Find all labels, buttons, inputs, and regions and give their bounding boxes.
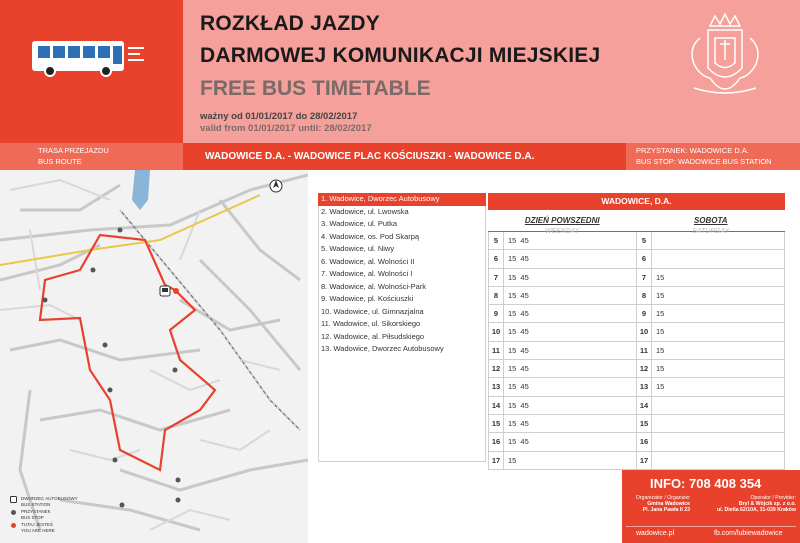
legend-you-are-here	[10, 522, 55, 533]
table-row	[637, 232, 784, 250]
route-map	[0, 170, 308, 543]
table-row	[637, 397, 784, 415]
route-name: WADOWICE D.A. - WADOWICE PLAC KOŚCIUSZKI - WADOWICE D.A.	[205, 151, 535, 162]
hour-cell: 7	[489, 269, 504, 286]
hour-cell: 6	[489, 250, 504, 267]
hour-cell: 6	[637, 250, 652, 267]
hour-cell: 15	[637, 415, 652, 432]
table-row	[637, 323, 784, 341]
hour-cell: 16	[489, 433, 504, 450]
saturday-header	[637, 210, 786, 235]
table-row	[637, 250, 784, 268]
info-phone: INFO: 708 408 354	[650, 476, 762, 491]
you-are-here-icon	[10, 522, 17, 529]
minutes-cell: 15 45	[508, 254, 529, 264]
table-row	[637, 452, 784, 470]
table-row	[489, 360, 636, 378]
hour-cell: 13	[489, 378, 504, 395]
hour-cell: 10	[637, 323, 652, 340]
table-row	[637, 287, 784, 305]
minutes-cell: 15	[656, 345, 665, 355]
organizer-label: Organizator / Organizer	[635, 495, 690, 501]
operator-name: Bryl & Wójcik sp. z o.o.	[738, 501, 796, 508]
weekday-label-pl: DZIEŃ POWSZEDNI	[524, 216, 600, 225]
minutes-cell: 15	[656, 309, 665, 319]
route-bar	[183, 143, 626, 170]
list-item: 8. Wadowice, al. Wolności-Park	[321, 281, 427, 291]
website-link[interactable]: wadowice.pl	[636, 530, 675, 537]
map-graphic	[0, 170, 308, 543]
minutes-cell	[652, 433, 656, 450]
table-row	[489, 433, 636, 451]
legend-label-pl: DWORZEC AUTOBUSOWY	[21, 496, 78, 501]
organizer-block	[626, 495, 690, 514]
stop-label-en: BUS STOP: WADOWICE BUS STATION	[636, 157, 772, 166]
divider	[626, 526, 796, 527]
list-item: 1. Wadowice, Dworzec Autobusowy	[318, 193, 486, 206]
validity-pl: ważny od 01/01/2017 do 28/02/2017	[200, 111, 358, 122]
minutes-cell: 15 45	[508, 309, 529, 319]
hour-cell: 7	[637, 269, 652, 286]
table-row	[489, 397, 636, 415]
operator-label: Operator / Provider:	[750, 495, 796, 501]
minutes-cell: 15	[656, 290, 665, 300]
legend-label-en: BUS STATION	[21, 501, 51, 507]
minutes-cell: 15 45	[508, 290, 529, 300]
organizer-address: Pl. Jana Pawła II 23	[642, 507, 690, 514]
hour-cell: 12	[637, 360, 652, 377]
title-line-1: ROZKŁAD JAZDY	[200, 12, 380, 35]
coat-of-arms-icon	[680, 8, 770, 108]
minutes-cell: 15 45	[508, 418, 529, 428]
minutes-cell: 15	[656, 327, 665, 337]
minutes-cell: 15 45	[508, 272, 529, 282]
minutes-cell: 15	[656, 382, 665, 392]
legend-label-pl: TUTAJ JESTEŚ	[21, 522, 53, 527]
stop-label-pl: PRZYSTANEK: WADOWICE D.A.	[636, 146, 749, 155]
hour-cell: 17	[489, 452, 504, 469]
stops-list	[318, 193, 486, 356]
hour-cell: 9	[489, 305, 504, 322]
minutes-cell: 15 45	[508, 345, 529, 355]
header-brand-panel	[0, 0, 183, 143]
hour-cell: 5	[489, 232, 504, 249]
table-row	[637, 305, 784, 323]
hour-cell: 8	[489, 287, 504, 304]
info-box	[622, 470, 800, 543]
table-row	[489, 269, 636, 287]
hour-cell: 11	[489, 342, 504, 359]
minutes-cell	[652, 452, 656, 469]
minutes-cell: 15	[656, 272, 665, 282]
table-row	[489, 287, 636, 305]
list-item: 5. Wadowice, ul. Niwy	[321, 244, 395, 253]
minutes-cell: 15 45	[508, 437, 529, 447]
operator-address: ul. Dietla 62/10A, 31-039 Kraków	[716, 507, 796, 514]
weekday-header	[488, 210, 637, 235]
hour-cell: 15	[489, 415, 504, 432]
hour-cell: 13	[637, 378, 652, 395]
table-row	[637, 269, 784, 287]
minutes-cell	[652, 250, 656, 267]
list-item: 11. Wadowice, ul. Sikorskiego	[321, 319, 421, 328]
stop-label-panel	[626, 143, 800, 170]
weekday-label-en: WEEKDAY	[545, 228, 580, 235]
hour-cell: 12	[489, 360, 504, 377]
legend-label-en: BUS STOP	[21, 514, 44, 520]
title-english: FREE BUS TIMETABLE	[200, 77, 431, 100]
table-row	[489, 250, 636, 268]
saturday-label-pl: SOBOTA	[693, 216, 728, 225]
route-label-pl: TRASA PRZEJAZDU	[38, 146, 109, 155]
organizer-name: Gmina Wadowice	[647, 501, 690, 508]
bus-icon	[28, 38, 148, 80]
saturday-column	[636, 232, 785, 470]
hour-cell: 11	[637, 342, 652, 359]
list-item: 12. Wadowice, al. Piłsudskiego	[321, 331, 425, 341]
hour-cell: 10	[489, 323, 504, 340]
hour-cell: 14	[637, 397, 652, 414]
table-row	[637, 360, 784, 378]
minutes-cell	[652, 415, 656, 432]
table-row	[637, 433, 784, 451]
timetable-stop-name: WADOWICE, D.A.	[488, 193, 785, 210]
bus-station-icon	[10, 496, 17, 503]
minutes-cell: 15	[508, 455, 517, 465]
minutes-cell	[652, 397, 656, 414]
table-row	[489, 342, 636, 360]
minutes-cell: 15	[656, 364, 665, 374]
table-row	[489, 378, 636, 396]
table-row	[637, 415, 784, 433]
minutes-cell: 15 45	[508, 400, 529, 410]
validity-en: valid from 01/01/2017 until: 28/02/2017	[200, 123, 372, 134]
facebook-link[interactable]: fb.com/lubiewadowice	[714, 530, 783, 537]
list-item: 13. Wadowice, Dworzec Autobusowy	[321, 344, 444, 353]
minutes-cell: 15 45	[508, 327, 529, 337]
legend-bus-stop	[10, 509, 51, 520]
route-label-en: BUS ROUTE	[38, 157, 82, 166]
title-line-2: DARMOWEJ KOMUNIKACJI MIEJSKIEJ	[200, 44, 601, 67]
list-item: 2. Wadowice, ul. Lwowska	[321, 206, 409, 216]
legend-label-en: YOU ARE HERE	[21, 527, 55, 533]
timetable	[488, 193, 785, 470]
list-item: 7. Wadowice, al. Wolności I	[321, 269, 413, 278]
table-row	[637, 342, 784, 360]
list-item: 6. Wadowice, al. Wolności II	[321, 256, 415, 266]
hour-cell: 14	[489, 397, 504, 414]
hour-cell: 8	[637, 287, 652, 304]
hour-cell: 16	[637, 433, 652, 450]
list-item: 4. Wadowice, os. Pod Skarpą	[321, 231, 420, 241]
hour-cell: 17	[637, 452, 652, 469]
list-item: 9. Wadowice, pl. Kościuszki	[321, 294, 414, 303]
legend-bus-station	[10, 496, 78, 507]
minutes-cell: 15 45	[508, 364, 529, 374]
saturday-label-en: SATURDAY	[692, 228, 730, 235]
table-row	[489, 323, 636, 341]
operator-block	[692, 495, 796, 514]
minutes-cell: 15 45	[508, 382, 529, 392]
hour-cell: 9	[637, 305, 652, 322]
table-row	[489, 415, 636, 433]
hour-cell: 5	[637, 232, 652, 249]
bus-stop-icon	[10, 509, 17, 516]
table-row	[489, 452, 636, 470]
legend-label-pl: PRZYSTANEK	[21, 509, 51, 514]
table-row	[637, 378, 784, 396]
list-item: 3. Wadowice, ul. Putka	[321, 219, 398, 228]
minutes-cell: 15 45	[508, 236, 529, 245]
route-label-panel	[0, 143, 183, 170]
list-item: 10. Wadowice, ul. Gimnazjalna	[321, 306, 424, 316]
weekday-column	[488, 232, 636, 470]
table-row	[489, 232, 636, 250]
minutes-cell	[652, 232, 656, 249]
table-row	[489, 305, 636, 323]
